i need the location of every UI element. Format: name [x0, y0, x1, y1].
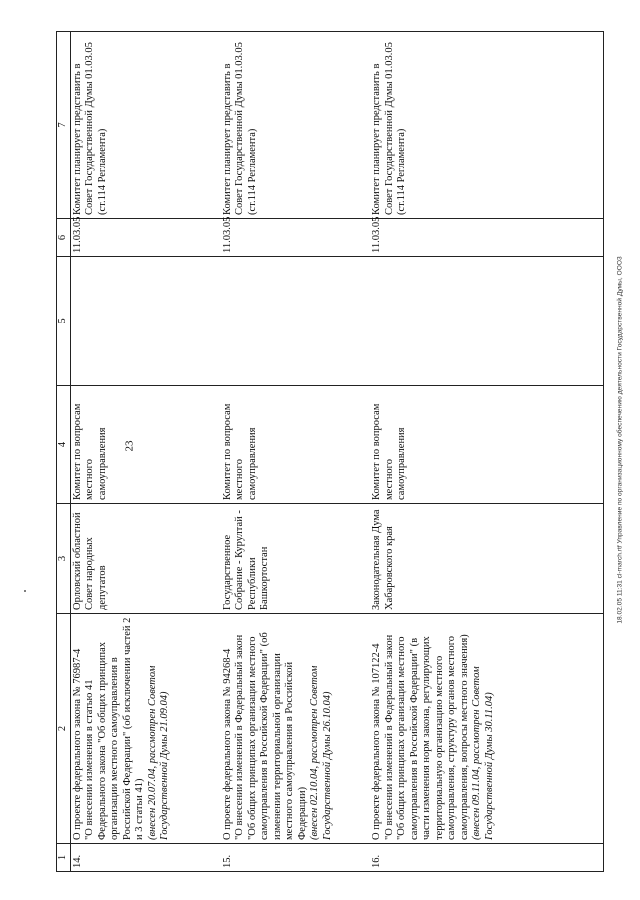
- initiator-cell: Орловский областной Совет народных депутатов: [70, 504, 220, 614]
- table-row: [370, 32, 603, 872]
- header-col-7: 7: [57, 32, 71, 219]
- initiator-cell: Законодательная Дума Хабаровского края: [370, 504, 603, 614]
- rotated-table-sheet: [56, 32, 604, 872]
- date-cell: 11.03.05: [370, 219, 603, 257]
- bill-note: (внесен 20.07.04, рассмотрен Советом Государственной Думы 21.09.04): [146, 665, 171, 840]
- bill-title: О проекте федерального закона № 94268-4: [221, 648, 233, 840]
- bill-text: "О внесении изменений в Федеральный закон "Об общих принципах организации местного самоуправления в Российской Федерации" (в части изменения норм закона, регулирующих территориальную организацию местного самоуправления, структуру органов местного самоуправления, вопросы местного значения): [383, 634, 470, 840]
- header-col-4: 4: [57, 386, 71, 504]
- header-col-3: 3: [57, 504, 71, 614]
- bill-text: "О внесении изменения в статью 41 Федерального закона "Об общих принципах организации местного самоуправления в Российской Федерации" (об исключении частей 2 и 3 статьи 41): [84, 617, 146, 840]
- status-cell: Комитет планирует представить в Совет Государственной Думы 01.03.05 (ст.114 Регламента): [70, 32, 220, 219]
- table-row: [221, 32, 371, 872]
- col5-cell: [370, 257, 603, 386]
- header-row: [57, 32, 71, 872]
- committee-cell: Комитет по вопросам местного самоуправления: [370, 386, 603, 504]
- header-col-5: 5: [57, 257, 71, 386]
- initiator-cell: Государственное Собрание - Курултай - Республики Башкортостан: [221, 504, 371, 614]
- page-number: 23: [123, 440, 136, 452]
- header-col-6: 6: [57, 219, 71, 257]
- bill-description-cell: [70, 614, 220, 844]
- margin-dot: [24, 590, 26, 592]
- status-cell: Комитет планирует представить в Совет Государственной Думы 01.03.05 (ст.114 Регламента): [221, 32, 371, 219]
- bill-note: (внесен 09.11.04, рассмотрен Советом Государственной Думы 30.11.04): [471, 666, 495, 840]
- bill-description-cell: [221, 614, 371, 844]
- col5-cell: [221, 257, 371, 386]
- status-cell: Комитет планирует представить в Совет Государственной Думы 01.03.05 (ст.114 Регламента): [370, 32, 603, 219]
- bill-title: О проекте федерального закона № 76987-4: [71, 648, 83, 840]
- bill-title: О проекте федерального закона № 107122-4: [371, 643, 383, 840]
- bills-table: [56, 31, 604, 872]
- row-number: 16.: [370, 844, 603, 872]
- bill-note: (внесен 02.10.04, рассмотрен Советом Государственной Думы 26.10.04): [309, 665, 333, 840]
- col5-cell: [70, 257, 220, 386]
- bill-description-cell: [370, 614, 603, 844]
- bill-text: "О внесении изменений в Федеральный закон "Об общих принципах организации местного самоуправления в Российской Федерации" (об изменении территориальной организации местного самоуправления в Российской Федерации): [234, 632, 308, 840]
- committee-cell: Комитет по вопросам местного самоуправления: [70, 386, 220, 504]
- committee-cell: Комитет по вопросам местного самоуправления: [221, 386, 371, 504]
- row-number: 14.: [70, 844, 220, 872]
- table-row: [70, 32, 220, 872]
- header-col-2: 2: [57, 614, 71, 844]
- header-col-1: 1: [57, 844, 71, 872]
- date-cell: 11.03.05: [70, 219, 220, 257]
- footer-text: 18.02.05 11:31 cl-march.rtf Управление по организационному обеспечению деятельности Государственной Думы, ООО3: [616, 256, 624, 624]
- date-cell: 11.03.05: [221, 219, 371, 257]
- row-number: 15.: [221, 844, 371, 872]
